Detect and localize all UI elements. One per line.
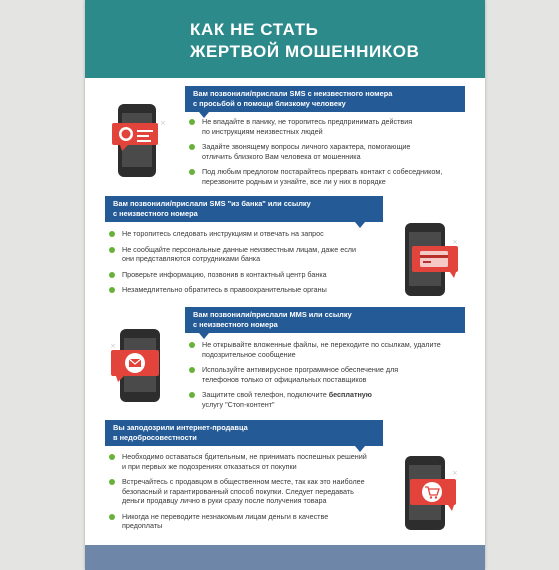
bullet-dot (109, 454, 115, 460)
list-item-line: Задайте звонящему вопросы личного характера, помогающие (202, 142, 411, 151)
list-item (189, 340, 441, 359)
list-item-line: телефонов только от официальных поставщиков (202, 374, 367, 384)
list-item-line: деньги продавцу лично в руки сразу после получения товара (122, 496, 327, 505)
list-item-line: Встречайтесь с продавцом в общественном месте, так как это наиболее (122, 477, 365, 486)
poster-header (85, 0, 485, 78)
svg-text:×: × (160, 119, 166, 127)
poster-footer (85, 545, 485, 570)
list-item-line: Проверьте информацию, позвонив в контактный центр банка (122, 269, 327, 279)
list-item (189, 117, 442, 136)
list-item-line: услугу "Стоп-контент" (202, 399, 275, 409)
section-3-banner (185, 307, 465, 333)
phone-message-icon (108, 328, 170, 404)
bullet-dot (189, 119, 195, 125)
section-1-bullets (189, 117, 442, 192)
list-item-line: Не открывайте вложенные файлы, не переходите по ссылкам, удалите (202, 340, 441, 349)
list-item (109, 245, 356, 264)
list-item (189, 167, 442, 186)
section-2-banner-line: Вам позвонили/прислали SMS "из банка" или ссылку (113, 199, 311, 208)
section-3-banner-line: Вам позвонили/прислали MMS или ссылку (193, 310, 352, 319)
list-item (109, 452, 367, 471)
list-item (189, 390, 441, 409)
svg-text:×: × (452, 238, 458, 246)
bullet-dot (189, 342, 195, 348)
free-emphasis: бесплатную (328, 390, 372, 399)
section-1-banner-line: с просьбой о помощи близкому человеку (193, 98, 346, 108)
list-item-line: Под любым предлогом постарайтесь прервать контакт с собеседником, (202, 167, 443, 176)
list-item (109, 512, 367, 531)
bullet-dot (109, 514, 115, 520)
list-item-line: Необходимо оставаться бдительным, не принимать поспешных решений (122, 452, 367, 461)
list-item-line: и при первых же подозрениях отказаться от покупки (122, 461, 297, 471)
section-4-banner-line: в недобросовестности (113, 432, 197, 442)
list-item-line: безопасный и гарантированный способ покупки. Следует передавать (122, 486, 354, 496)
svg-text:×: × (452, 469, 458, 477)
section-4-banner-line: Вы заподозрили интернет-продавца (113, 423, 248, 432)
list-item-line: Никогда не переводите незнакомым лицам деньги в качестве (122, 511, 329, 521)
list-item-text: Защитите свой телефон, подключите (202, 390, 329, 399)
poster (85, 0, 485, 570)
poster-title-line-2: ЖЕРТВОЙ МОШЕННИКОВ (190, 42, 420, 61)
banner-tail (199, 333, 209, 339)
list-item-line: Не торопитесь следовать инструкциям и отвечать на запрос (122, 229, 324, 238)
list-item-line: Незамедлительно обратитесь в правоохранительные органы (122, 285, 327, 294)
bullet-dot (109, 479, 115, 485)
list-item (189, 142, 442, 161)
bullet-dot (109, 231, 115, 237)
phone-alert-icon (110, 103, 170, 179)
list-item-line: по инструкциям неизвестных людей (202, 126, 323, 136)
list-item-line: они представляются сотрудниками банка (122, 254, 261, 263)
bullet-dot (109, 287, 115, 293)
banner-tail (355, 222, 365, 228)
list-item (109, 270, 356, 280)
bullet-dot (109, 272, 115, 278)
phone-bank-card-icon (400, 222, 462, 298)
list-item (109, 285, 356, 295)
section-4-banner (105, 420, 383, 446)
section-3-banner-line: с неизвестного номера (193, 319, 278, 329)
list-item (109, 229, 356, 239)
bullet-dot (189, 392, 195, 398)
list-item (109, 477, 367, 506)
section-2-banner (105, 196, 383, 222)
phone-cart-icon (400, 455, 462, 533)
list-item-line: Используйте антивирусное программное обеспечение для (202, 365, 399, 374)
list-item-line: предоплаты (122, 521, 163, 530)
section-1-banner (185, 86, 465, 112)
list-item-line: перезвоните родным и узнайте, все ли у них в порядке (202, 176, 386, 186)
list-item-line: отличить близкого Вам человека от мошенника (202, 151, 361, 161)
list-item-line: Не впадайте в панику, не торопитесь предпринимать действия (202, 117, 413, 126)
section-2-banner-line: с неизвестного номера (113, 208, 198, 218)
section-4-bullets (109, 452, 367, 537)
bullet-dot (189, 144, 195, 150)
section-1-banner-line: Вам позвонили/прислали SMS с неизвестного номера (193, 89, 393, 98)
list-item (189, 365, 441, 384)
bullet-dot (189, 169, 195, 175)
svg-text:×: × (110, 342, 116, 350)
poster-title-line-1: КАК НЕ СТАТЬ (190, 20, 319, 39)
list-item-line: Не сообщайте персональные данные неизвестным лицам, даже если (122, 244, 357, 254)
section-3-bullets (189, 340, 441, 415)
bullet-dot (109, 247, 115, 253)
section-2-bullets (109, 229, 356, 301)
list-item-line: подозрительное сообщение (202, 349, 296, 359)
bullet-dot (189, 367, 195, 373)
